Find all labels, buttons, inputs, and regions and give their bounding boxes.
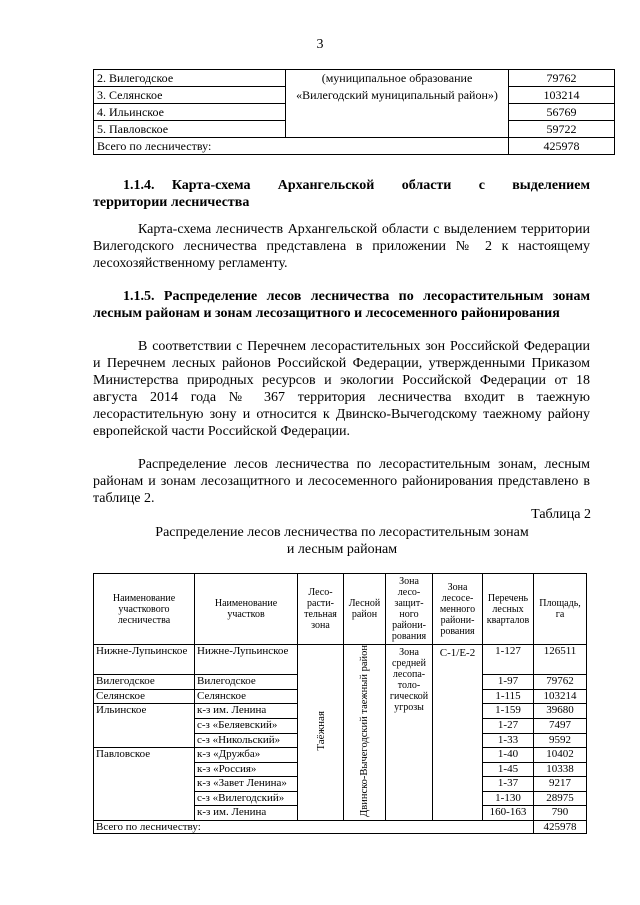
district-cell [94, 806, 195, 821]
plot-cell: с-з «Вилегодский» [195, 791, 298, 806]
zone-cell [298, 645, 344, 821]
area-cell: 10402 [534, 748, 587, 763]
plot-cell: к-з им. Ленина [195, 806, 298, 821]
table-number-label: Таблица 2 [531, 507, 591, 522]
total-value: 425978 [534, 820, 587, 833]
area-cell: 9217 [534, 777, 587, 792]
area-cell: 79762 [534, 675, 587, 690]
quarters-cell: 1-115 [483, 689, 534, 704]
district-name-cell: 2. Вилегодское [94, 70, 286, 87]
district-cell: Нижне-Лупьинское [94, 645, 195, 675]
header-area: Площадь, га [534, 574, 587, 645]
area-cell: 56769 [509, 104, 615, 121]
region-text: Двинско-Вычегодский таежный район [358, 645, 370, 817]
table-title [93, 524, 591, 558]
municipal-entity-cell: (муниципальное образование «Вилегодский муниципальный район») [286, 70, 509, 138]
area-cell: 126511 [534, 645, 587, 675]
page-number: 3 [316, 37, 324, 52]
area-cell: 7497 [534, 718, 587, 733]
table-title-line: Распределение лесов лесничества по лесорастительным зонам [155, 525, 529, 540]
header-zone: Лесо-расти-тельная зона [298, 574, 344, 645]
plot-cell: с-з «Беляевский» [195, 718, 298, 733]
district-cell: Вилегодское [94, 675, 195, 690]
district-cell [94, 733, 195, 748]
quarters-cell: 1-33 [483, 733, 534, 748]
district-name-cell: 5. Павловское [94, 121, 286, 138]
quarters-cell: 1-130 [483, 791, 534, 806]
area-cell: 103214 [534, 689, 587, 704]
table-header-row [94, 574, 587, 645]
forest-distribution-table [93, 573, 587, 834]
plot-cell: Нижне-Лупьинское [195, 645, 298, 675]
heading-word: выделением [512, 178, 590, 193]
region-cell [344, 645, 386, 821]
total-label: Всего по лесничеству: [94, 138, 509, 155]
area-cell: 59722 [509, 121, 615, 138]
header-plot: Наименование участков [195, 574, 298, 645]
area-cell: 79762 [509, 70, 615, 87]
area-cell: 103214 [509, 87, 615, 104]
plot-cell: к-з «Завет Ленина» [195, 777, 298, 792]
forestry-continuation-table [93, 69, 615, 155]
section-114-heading-line2: территории лесничества [93, 195, 250, 210]
plot-cell: с-з «Никольский» [195, 733, 298, 748]
plot-cell: Вилегодское [195, 675, 298, 690]
table-row [94, 645, 587, 675]
protection-zone-cell: Зона средней лесопа-толо-гической угрозы [386, 645, 433, 821]
heading-word: с [478, 178, 485, 193]
area-cell: 10338 [534, 762, 587, 777]
area-cell: 790 [534, 806, 587, 821]
district-cell: Селянское [94, 689, 195, 704]
district-cell [94, 718, 195, 733]
plot-cell: к-з им. Ленина [195, 704, 298, 719]
section-115-paragraph-1: В соответствии с Перечнем лесорастительных зон Российской Федерации и Перечнем лесных районов Российской Федерации, утвержденными Приказом Министерства природных ресурсов и экологии Российской Федерации от 18 августа 2014 года № 367 территория лесничества входит в таежную лесорастительную зону и относится к Двинско-Вычегодскому таежному району европейской части Российской Федерации. [93, 339, 590, 439]
district-cell [94, 791, 195, 806]
district-name-cell: 4. Ильинское [94, 104, 286, 121]
heading-word: 1.1.4. [123, 178, 155, 193]
total-label: Всего по лесничеству: [94, 820, 534, 833]
table-total-row [94, 138, 615, 155]
header-district: Наименование участкового лесничества [94, 574, 195, 645]
plot-cell: Селянское [195, 689, 298, 704]
area-cell: 9592 [534, 733, 587, 748]
header-seed-zone: Зона лесосе-менного райони-рования [433, 574, 483, 645]
quarters-cell: 1-40 [483, 748, 534, 763]
quarters-cell: 1-27 [483, 718, 534, 733]
header-protection-zone: Зона лесо-защит-ного райони-рования [386, 574, 433, 645]
header-quarters: Перечень лесных кварталов [483, 574, 534, 645]
heading-word: Архангельской [277, 178, 375, 193]
district-name-cell: 3. Селянское [94, 87, 286, 104]
area-cell: 39680 [534, 704, 587, 719]
table-title-line: и лесным районам [286, 542, 398, 557]
section-115-paragraph-2: Распределение лесов лесничества по лесорастительным зонам, лесным районам и зонам лесозащитного и лесосеменного районирования представлено в таблице 2. [93, 457, 590, 506]
district-cell [94, 777, 195, 792]
area-cell: 28975 [534, 791, 587, 806]
table-row [94, 70, 615, 87]
total-value: 425978 [509, 138, 615, 155]
heading-word: области [401, 178, 452, 193]
heading-word: Карта-схема [171, 178, 251, 193]
quarters-cell: 1-37 [483, 777, 534, 792]
quarters-cell: 1-127 [483, 645, 534, 675]
section-114-paragraph: Карта-схема лесничеств Архангельской области с выделением территории Вилегодского лесничества представлена в приложении № 2 к настоящему лесохозяйственному регламенту. [93, 222, 590, 271]
district-cell: Павловское [94, 748, 195, 763]
plot-cell: к-з «Дружба» [195, 748, 298, 763]
seed-zone-cell: С-1/Е-2 [433, 645, 483, 821]
section-114-heading [123, 177, 590, 194]
section-115-heading: 1.1.5. Распределение лесов лесничества по лесорастительным зонам лесным районам и зонам лесозащитного и лесосеменного районирования [93, 289, 590, 321]
quarters-cell: 1-97 [483, 675, 534, 690]
plot-cell: к-з «Россия» [195, 762, 298, 777]
quarters-cell: 160-163 [483, 806, 534, 821]
quarters-cell: 1-159 [483, 704, 534, 719]
district-cell [94, 762, 195, 777]
zone-text: Таёжная [314, 711, 327, 751]
table-total-row [94, 820, 587, 833]
district-cell: Ильинское [94, 704, 195, 719]
quarters-cell: 1-45 [483, 762, 534, 777]
header-region: Лесной район [344, 574, 386, 645]
